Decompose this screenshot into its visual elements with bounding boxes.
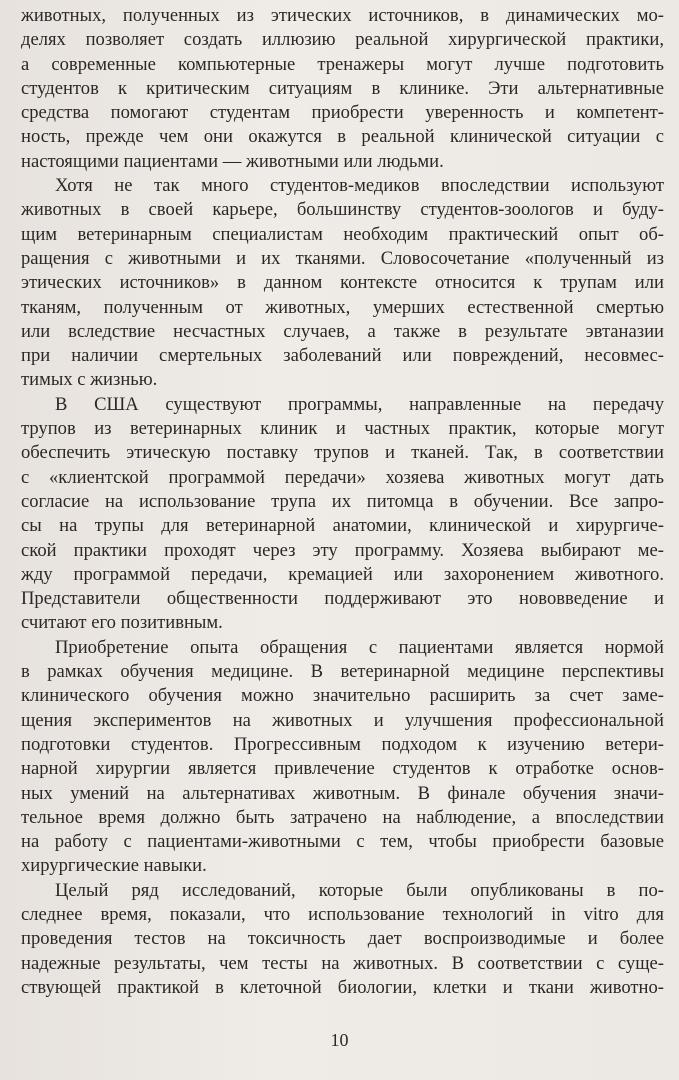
text-line: Хотя не так много студентов-медиков впоследствии используют (55, 175, 664, 197)
text-line: тканям, полученным от животных, умерших естественной смертью (21, 296, 664, 318)
text-line: Целый ряд исследований, которые были опубликованы в по- (55, 879, 664, 901)
text-line: проведения тестов на токсичность дает воспроизводимые и более (21, 928, 664, 950)
text-line: а современные компьютерные тренажеры могут лучше подготовить (21, 53, 664, 75)
text-line: Представители общественности поддерживают это нововведение и (21, 588, 664, 610)
text-line: подготовки студентов. Прогрессивным подходом к изучению ветери- (21, 733, 664, 755)
text-line: в рамках обучения медицине. В ветеринарной медицине перспективы (21, 661, 664, 683)
paragraph (21, 636, 664, 879)
text-line: сы на трупы для ветеринарной анатомии, клинической и хирургиче- (21, 515, 664, 537)
text-line: обеспечить этическую поставку трупов и тканей. Так, в соответствии (21, 442, 664, 464)
text-line: настоящими пациентами — животными или людьми. (21, 150, 444, 172)
text-line: ствующей практикой в клеточной биологии, клетки и ткани животно- (21, 976, 664, 998)
text-line: на работу с пациентами-животными с тем, чтобы приобрести базовые (21, 831, 664, 853)
text-line: средства помогают студентам приобрести уверенность и компетент- (21, 102, 664, 124)
text-line: нарной хирургии является привлечение студентов к отработке основ- (21, 758, 664, 780)
page-body-text (21, 4, 664, 1000)
text-line: следнее время, показали, что использование технологий in vitro для (21, 903, 664, 925)
text-line: этических источников» в данном контексте относится к трупам или (21, 272, 664, 294)
text-line: тимых с жизнью. (21, 369, 158, 391)
paragraph (21, 174, 664, 393)
text-line: согласие на использование трупа их питомца в обучении. Все запро- (21, 490, 664, 512)
text-line: трупов из ветеринарных клиник и частных практик, которые могут (21, 418, 664, 440)
text-line: ных умений на альтернативах животным. В финале обучения значи- (21, 782, 664, 804)
text-line: животных, полученных из этических источников, в динамических мо- (21, 5, 664, 26)
text-line: хирургические навыки. (21, 855, 207, 877)
text-line: животных в своей карьере, большинству студентов-зоологов и буду- (21, 199, 664, 221)
text-line: считают его позитивным. (21, 612, 223, 634)
text-line: ность, прежде чем они окажутся в реальной клинической ситуации с (21, 126, 664, 148)
paragraph (21, 393, 664, 636)
text-line: студентов к критическим ситуациям в клинике. Эти альтернативные (21, 77, 664, 99)
text-line: клинического обучения можно значительно расширить за счет заме- (21, 685, 664, 707)
text-line: Приобретение опыта обращения с пациентами является нормой (55, 636, 664, 658)
text-line: надежные результаты, чем тесты на животных. В соответствии с суще- (21, 952, 664, 974)
text-line: жду программой передачи, кремацией или захоронением животного. (21, 563, 664, 585)
text-line: щим ветеринарным специалистам необходим практический опыт об- (21, 223, 664, 245)
paragraph (21, 879, 664, 1000)
text-line: ской практики проходят через эту программу. Хозяева выбирают ме- (21, 539, 664, 561)
text-line: при наличии смертельных заболеваний или повреждений, несовмес- (21, 345, 664, 367)
text-line: делях позволяет создать иллюзию реальной хирургической практики, (21, 29, 664, 51)
text-line: тельное время должно быть затрачено на наблюдение, а впоследствии (21, 806, 664, 828)
page-number: 10 (330, 1030, 349, 1050)
text-line: щения экспериментов на животных и улучшения профессиональной (21, 709, 664, 731)
text-line: с «клиентской программой передачи» хозяева животных могут дать (21, 466, 664, 488)
text-line: ращения с животными и их тканями. Словосочетание «полученный из (21, 247, 664, 269)
text-line: или вследствие несчастных случаев, а также в результате эвтаназии (21, 320, 664, 342)
paragraph (21, 4, 664, 174)
text-line: В США существуют программы, направленные на передачу (55, 393, 664, 415)
